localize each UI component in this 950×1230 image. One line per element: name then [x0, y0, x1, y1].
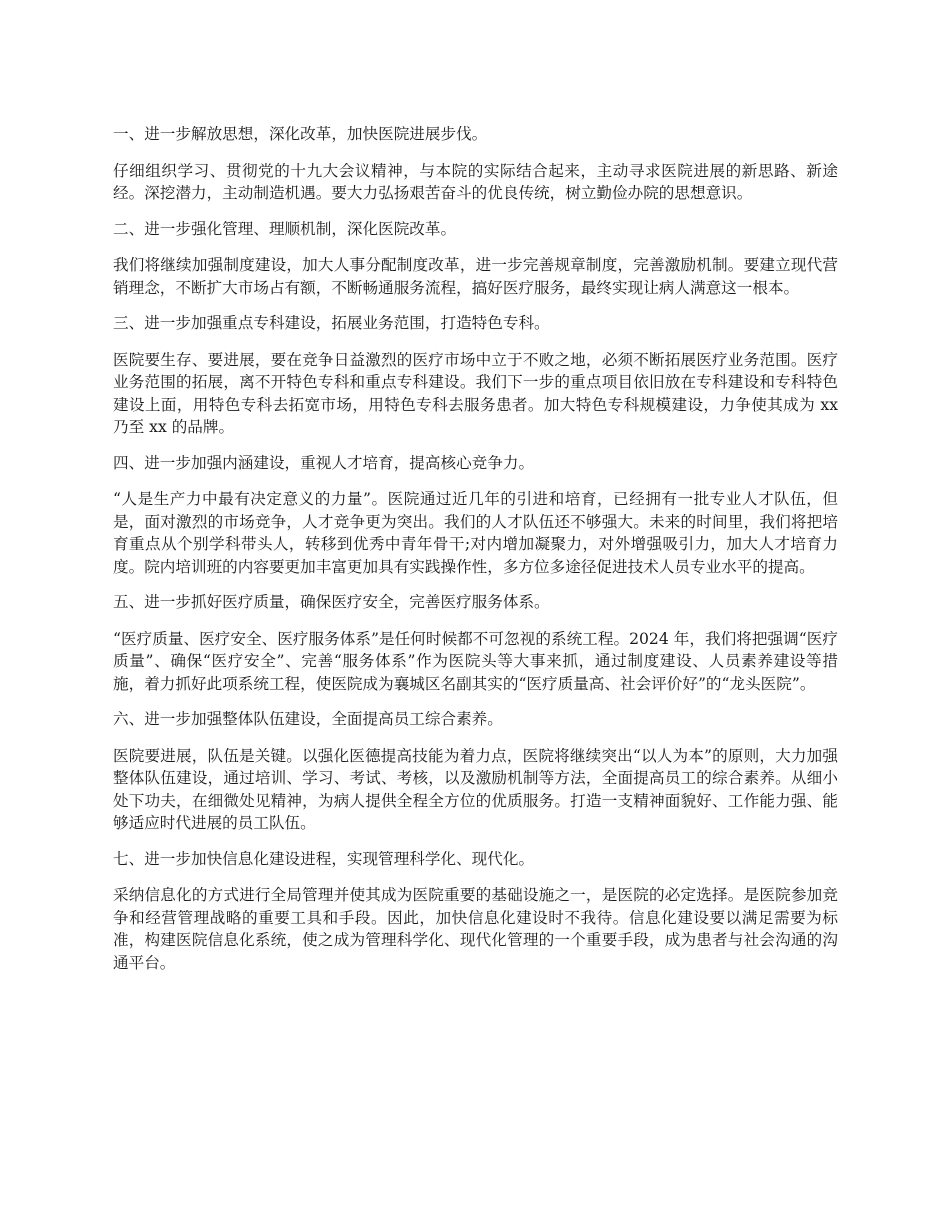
- section-heading: 三、进一步加强重点专科建设，拓展业务范围，打造特色专科。: [113, 314, 550, 332]
- section-paragraph: 医院要生存、要进展，要在竞争日益激烈的医疗市场中立于不败之地，必须不断拓展医疗业务范围。医疗业务范围的拓展，离不开特色专科和重点专科建设。我们下一步的重点项目依旧放在专科建设和专科特色建设上面，用特色专科去拓宽市场，用特色专科去服务患者。加大特色专科规模建设，力争使其成为 xx 乃至 xx 的品牌。: [113, 350, 838, 436]
- document-body: [113, 123, 838, 987]
- section-heading: 二、进一步强化管理、理顺机制，深化医院改革。: [113, 219, 457, 238]
- section-paragraph: 我们将继续加强制度建设，加大人事分配制度改革，进一步完善规章制度，完善激励机制。要建立现代营销理念，不断扩大市场占有额，不断畅通服务流程，搞好医疗服务，最终实现让病人满意这一根本。: [113, 256, 838, 297]
- section-paragraph: “医疗质量、医疗安全、医疗服务体系”是任何时候都不可忽视的系统工程。2024 年，我们将把强调“医疗质量”、确保“医疗安全”、完善“服务体系”作为医院头等大事来抓，通过制度建设、人员素养建设等措施，着力抓好此项系统工程，使医院成为襄城区名副其实的“医疗质量高、社会评价好”的“龙头医院”。: [113, 629, 838, 693]
- section-heading: 一、进一步解放思想，深化改革，加快医院进展步伐。: [113, 125, 488, 143]
- section-heading: 四、进一步加强内涵建设，重视人才培育，提高核心竞争力。: [113, 453, 535, 472]
- section-paragraph: “人是生产力中最有决定意义的力量”。医院通过近几年的引进和培育，已经拥有一批专业人才队伍，但是，面对激烈的市场竞争，人才竞争更为突出。我们的人才队伍还不够强大。未来的时间里，我们将把培育重点从个别学科带头人，转移到优秀中青年骨干;对内增加凝聚力，对外增强吸引力，加大人才培育力度。院内培训班的内容要更加丰富更加具有实践操作性，多方位多途径促进技术人员专业水平的提高。: [113, 490, 838, 576]
- section-paragraph: 医院要进展，队伍是关键。以强化医德提高技能为着力点，医院将继续突出“以人为本”的原则，大力加强整体队伍建设，通过培训、学习、考试、考核，以及激励机制等方法，全面提高员工的综合素养。从细小处下功夫，在细微处见精神，为病人提供全程全方位的优质服务。打造一支精神面貌好、工作能力强、能够适应时代进展的员工队伍。: [113, 746, 838, 832]
- section-paragraph: 仔细组织学习、贯彻党的十九大会议精神，与本院的实际结合起来，主动寻求医院进展的新思路、新途经。深挖潜力，主动制造机遇。要大力弘扬艰苦奋斗的优良传统，树立勤俭办院的思想意识。: [113, 161, 838, 202]
- section-paragraph: 采纳信息化的方式进行全局管理并使其成为医院重要的基础设施之一，是医院的必定选择。是医院参加竞争和经营管理战略的重要工具和手段。因此，加快信息化建设时不我待。信息化建设要以满足需要为标准，构建医院信息化系统，使之成为管理科学化、现代化管理的一个重要手段，成为患者与社会沟通的沟通平台。: [113, 886, 838, 972]
- section-heading: 五、进一步抓好医疗质量，确保医疗安全，完善医疗服务体系。: [113, 593, 550, 611]
- section-heading: 七、进一步加快信息化建设进程，实现管理科学化、现代化。: [113, 849, 535, 868]
- section-heading: 六、进一步加强整体队伍建设，全面提高员工综合素养。: [113, 710, 503, 728]
